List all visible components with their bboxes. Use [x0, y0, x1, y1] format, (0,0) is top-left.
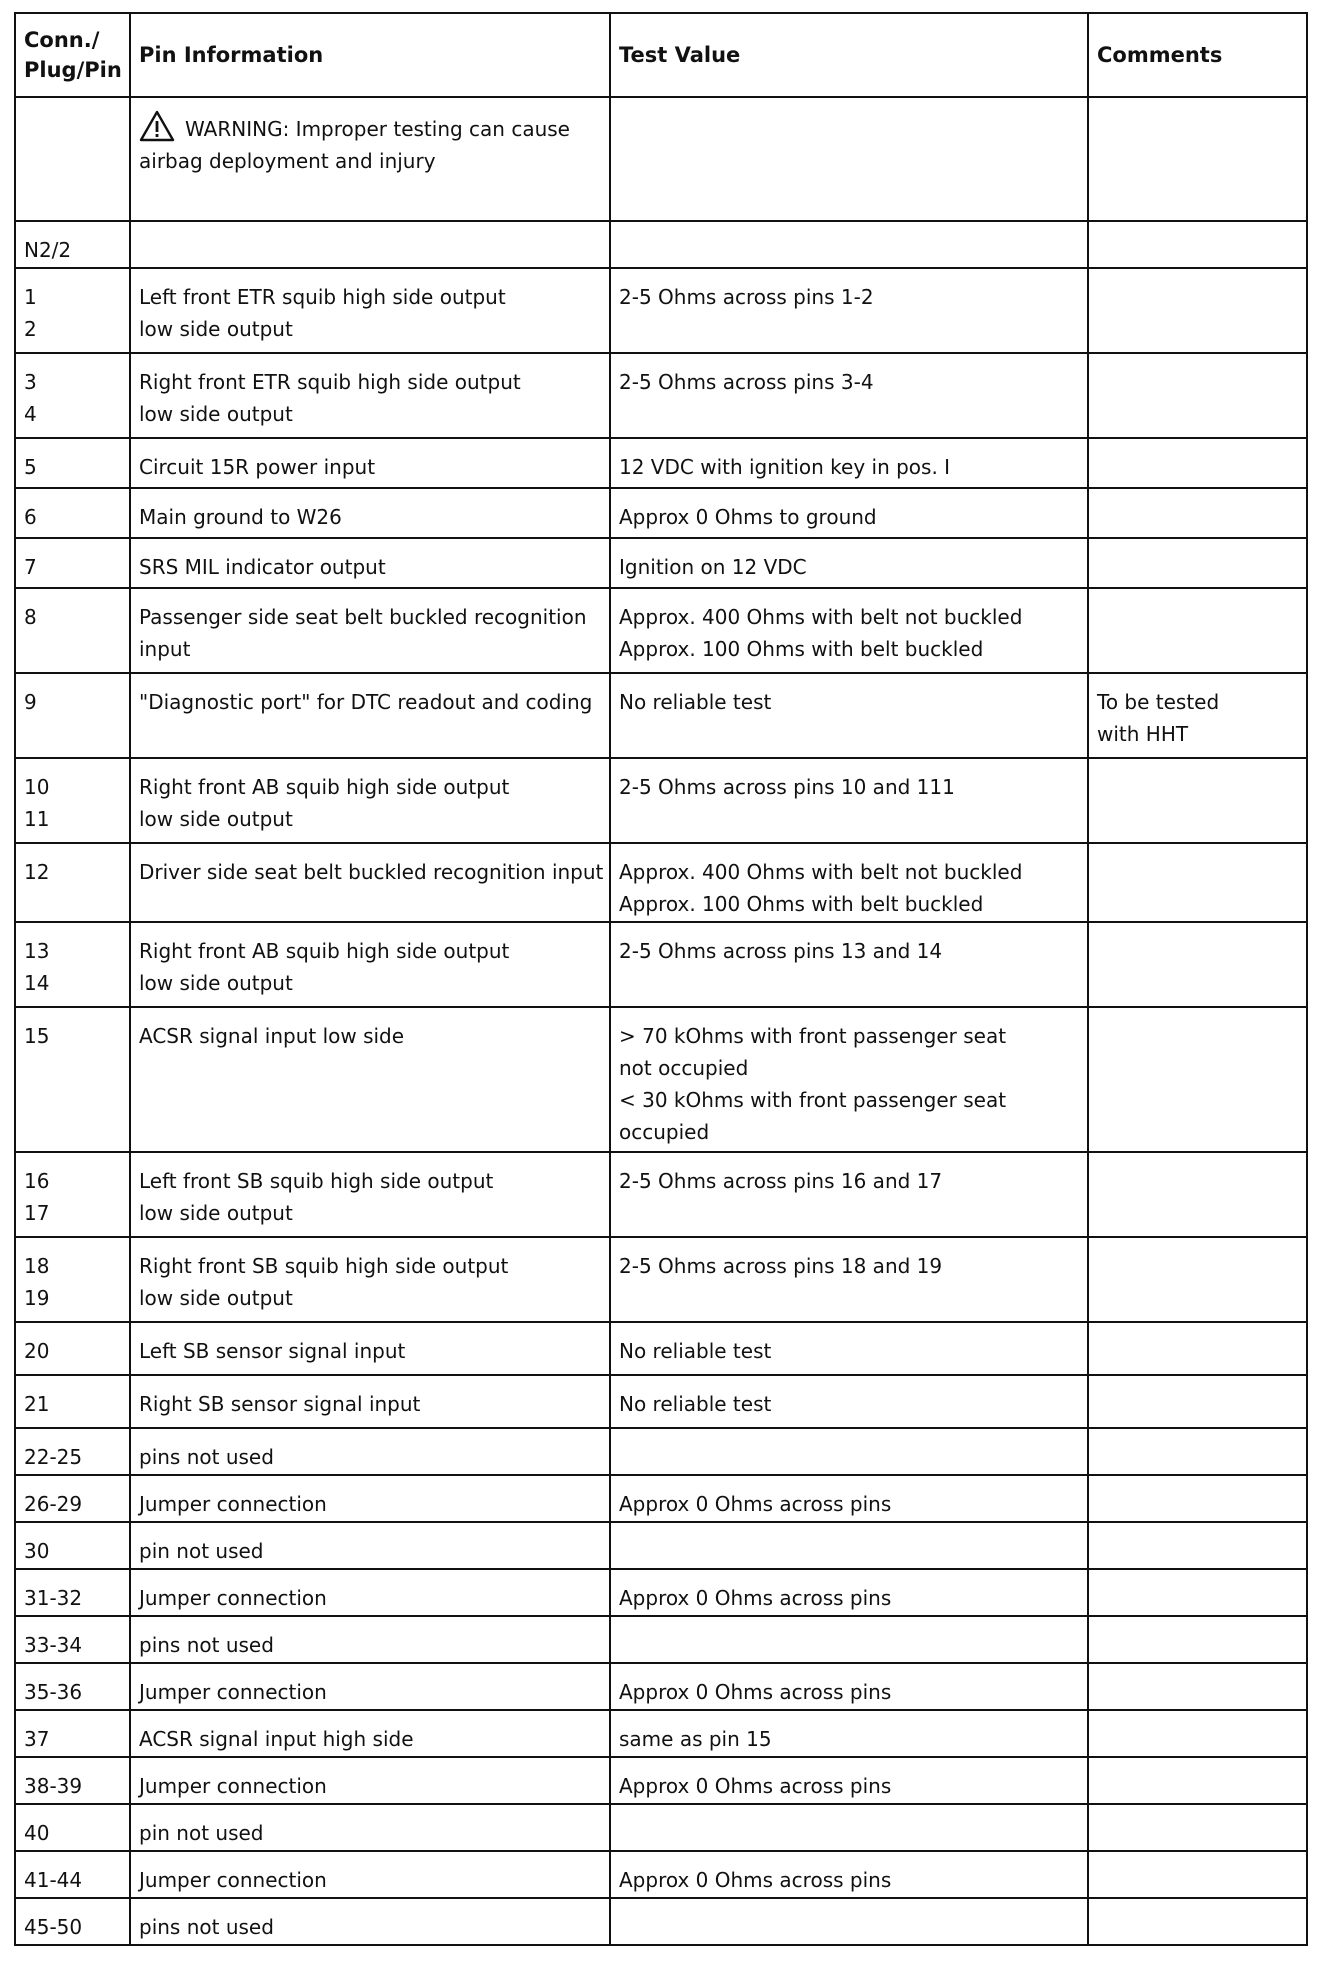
test-value-cell	[610, 1851, 1088, 1898]
header-pin-line: Plug/Pin	[24, 58, 122, 82]
pin-cell	[15, 1322, 130, 1375]
test-value-cell	[610, 353, 1088, 438]
test-value-cell	[610, 1616, 1088, 1663]
table-row	[15, 1757, 1307, 1804]
pin-cell-line: 13	[24, 939, 50, 963]
pin-info-cell	[130, 488, 610, 538]
table-row	[15, 1851, 1307, 1898]
warning-test-cell	[610, 97, 1088, 221]
comments-cell	[1088, 1322, 1307, 1375]
test-value-cell	[610, 1569, 1088, 1616]
test-value-cell	[610, 1152, 1088, 1237]
test-value-cell	[610, 843, 1088, 922]
header-comments: Comments	[1088, 13, 1307, 97]
pin-cell-line: 31-32	[24, 1586, 83, 1610]
pin-cell	[15, 1237, 130, 1322]
test-value-cell-line: No reliable test	[619, 1339, 772, 1363]
pin-cell-line: 7	[24, 555, 37, 579]
pin-info-cell-line: ACSR signal input high side	[139, 1727, 414, 1751]
test-value-cell	[610, 1007, 1088, 1152]
test-value-cell-line: not occupied	[619, 1056, 749, 1080]
pin-info-cell-line: low side output	[139, 402, 293, 426]
pin-info-cell	[130, 1804, 610, 1851]
comments-cell	[1088, 538, 1307, 588]
comments-cell	[1088, 1710, 1307, 1757]
pin-cell-line: 41-44	[24, 1868, 83, 1892]
table-row	[15, 1663, 1307, 1710]
table-row	[15, 1616, 1307, 1663]
pin-cell-line: 3	[24, 370, 37, 394]
comments-cell	[1088, 438, 1307, 488]
warning-text-line2: airbag deployment and injury	[139, 149, 436, 173]
pin-cell	[15, 1710, 130, 1757]
pin-cell	[15, 221, 130, 268]
pin-info-cell	[130, 1322, 610, 1375]
pin-cell	[15, 1152, 130, 1237]
pin-info-cell	[130, 1851, 610, 1898]
pin-info-cell	[130, 1237, 610, 1322]
pin-info-cell-line: Jumper connection	[139, 1868, 327, 1892]
test-value-cell-line: occupied	[619, 1120, 710, 1144]
pin-info-cell	[130, 1898, 610, 1945]
pin-cell-line: 8	[24, 605, 37, 629]
table-row	[15, 488, 1307, 538]
test-value-cell	[610, 1663, 1088, 1710]
pin-info-cell	[130, 268, 610, 353]
pin-cell-line: 6	[24, 505, 37, 529]
pin-cell	[15, 1475, 130, 1522]
comments-cell	[1088, 1804, 1307, 1851]
pin-info-cell-line: Right front ETR squib high side output	[139, 370, 521, 394]
pin-info-cell	[130, 1428, 610, 1475]
pin-cell-line: 12	[24, 860, 50, 884]
comments-cell	[1088, 843, 1307, 922]
test-value-cell-line: Approx 0 Ohms to ground	[619, 505, 877, 529]
warning-row	[15, 97, 1307, 221]
table-row	[15, 268, 1307, 353]
pin-info-cell	[130, 588, 610, 673]
test-value-cell-line: 2-5 Ohms across pins 16 and 17	[619, 1169, 943, 1193]
pin-cell-line: 2	[24, 317, 37, 341]
table-row	[15, 221, 1307, 268]
pin-cell	[15, 268, 130, 353]
pin-info-cell-line: pin not used	[139, 1821, 264, 1845]
test-value-cell-line: 2-5 Ohms across pins 13 and 14	[619, 939, 943, 963]
pin-info-cell-line: Jumper connection	[139, 1492, 327, 1516]
pin-cell	[15, 1851, 130, 1898]
test-value-cell	[610, 673, 1088, 758]
pin-info-cell	[130, 673, 610, 758]
pin-info-cell-line: low side output	[139, 1286, 293, 1310]
table-row	[15, 758, 1307, 843]
pin-info-cell-line: Right front AB squib high side output	[139, 939, 510, 963]
comments-cell	[1088, 922, 1307, 1007]
pin-cell-line: 33-34	[24, 1633, 83, 1657]
pin-cell-line: 45-50	[24, 1915, 83, 1939]
table-row	[15, 1152, 1307, 1237]
pin-cell	[15, 1375, 130, 1428]
pin-cell	[15, 1804, 130, 1851]
test-value-cell	[610, 1237, 1088, 1322]
comments-cell	[1088, 1663, 1307, 1710]
header-row	[15, 13, 1307, 97]
test-value-cell-line: Approx. 400 Ohms with belt not buckled	[619, 605, 1023, 629]
pin-cell-line: N2/2	[24, 238, 72, 262]
pin-info-cell-line: Right SB sensor signal input	[139, 1392, 421, 1416]
comments-cell	[1088, 1616, 1307, 1663]
pin-cell-line: 14	[24, 971, 50, 995]
warning-pin-cell	[15, 97, 130, 221]
pin-cell	[15, 1569, 130, 1616]
pin-cell	[15, 843, 130, 922]
pin-info-cell-line: Left front ETR squib high side output	[139, 285, 506, 309]
comments-cell	[1088, 1569, 1307, 1616]
comments-cell	[1088, 488, 1307, 538]
warning-comments-cell	[1088, 97, 1307, 221]
warning-cell	[130, 97, 610, 221]
header-test-value: Test Value	[610, 13, 1088, 97]
pin-info-cell	[130, 1616, 610, 1663]
table-row	[15, 588, 1307, 673]
pin-cell	[15, 438, 130, 488]
test-value-cell	[610, 1522, 1088, 1569]
pin-info-cell-line: SRS MIL indicator output	[139, 555, 386, 579]
pin-info-cell	[130, 922, 610, 1007]
pin-info-cell-line: Circuit 15R power input	[139, 455, 376, 479]
pin-info-cell	[130, 221, 610, 268]
test-value-cell-line: Approx. 400 Ohms with belt not buckled	[619, 860, 1023, 884]
test-value-cell	[610, 758, 1088, 843]
pin-cell-line: 21	[24, 1392, 50, 1416]
pin-info-cell	[130, 1569, 610, 1616]
pin-info-cell	[130, 1152, 610, 1237]
pin-cell-line: 40	[24, 1821, 50, 1845]
pin-cell	[15, 588, 130, 673]
pin-cell-line: 15	[24, 1024, 50, 1048]
comments-cell	[1088, 1475, 1307, 1522]
test-value-cell-line: same as pin 15	[619, 1727, 772, 1751]
test-value-cell-line: 2-5 Ohms across pins 10 and 111	[619, 775, 955, 799]
pin-cell-line: 16	[24, 1169, 50, 1193]
pin-info-cell	[130, 1522, 610, 1569]
pin-cell	[15, 758, 130, 843]
pin-info-cell	[130, 1475, 610, 1522]
test-value-cell	[610, 268, 1088, 353]
test-value-cell	[610, 1322, 1088, 1375]
pin-cell-line: 20	[24, 1339, 50, 1363]
pin-info-cell-line: input	[139, 637, 191, 661]
table-row	[15, 1569, 1307, 1616]
test-value-cell-line: < 30 kOhms with front passenger seat	[619, 1088, 1007, 1112]
pin-info-cell	[130, 758, 610, 843]
pin-info-cell-line: Jumper connection	[139, 1586, 327, 1610]
pin-info-cell-line: pins not used	[139, 1633, 274, 1657]
comments-cell	[1088, 1237, 1307, 1322]
test-value-cell-line: 2-5 Ohms across pins 3-4	[619, 370, 874, 394]
pin-info-cell-line: low side output	[139, 971, 293, 995]
pin-info-cell-line: Passenger side seat belt buckled recognition	[139, 605, 587, 629]
pin-info-cell-line: pin not used	[139, 1539, 264, 1563]
table-row	[15, 1710, 1307, 1757]
test-value-cell	[610, 221, 1088, 268]
pin-info-cell-line: low side output	[139, 807, 293, 831]
test-value-cell-line: 2-5 Ohms across pins 18 and 19	[619, 1254, 943, 1278]
pin-cell-line: 11	[24, 807, 50, 831]
test-value-cell	[610, 1804, 1088, 1851]
pin-cell-line: 1	[24, 285, 37, 309]
pin-info-cell	[130, 1710, 610, 1757]
pin-cell	[15, 538, 130, 588]
pin-info-cell	[130, 1663, 610, 1710]
pin-cell-line: 38-39	[24, 1774, 83, 1798]
comments-cell	[1088, 1375, 1307, 1428]
pin-info-cell-line: ACSR signal input low side	[139, 1024, 405, 1048]
warning-text-line1: WARNING: Improper testing can cause	[185, 117, 570, 141]
comments-cell	[1088, 673, 1307, 758]
pin-cell-line: 5	[24, 455, 37, 479]
test-value-cell-line: No reliable test	[619, 1392, 772, 1416]
comments-cell-line: To be tested	[1097, 690, 1220, 714]
table-row	[15, 843, 1307, 922]
pin-cell-line: 10	[24, 775, 50, 799]
test-value-cell-line: No reliable test	[619, 690, 772, 714]
test-value-cell-line: 2-5 Ohms across pins 1-2	[619, 285, 874, 309]
pin-info-cell-line: low side output	[139, 317, 293, 341]
test-value-cell	[610, 1898, 1088, 1945]
comments-cell	[1088, 1898, 1307, 1945]
pin-cell	[15, 922, 130, 1007]
table-row	[15, 1322, 1307, 1375]
comments-cell	[1088, 268, 1307, 353]
pin-info-cell	[130, 1375, 610, 1428]
table-row	[15, 538, 1307, 588]
test-value-cell-line: Approx. 100 Ohms with belt buckled	[619, 637, 984, 661]
table-row	[15, 1804, 1307, 1851]
test-value-cell-line: Approx 0 Ohms across pins	[619, 1492, 892, 1516]
pin-info-cell	[130, 538, 610, 588]
pin-info-cell-line: Left SB sensor signal input	[139, 1339, 406, 1363]
header-pin-line: Conn./	[24, 28, 100, 52]
pin-info-cell	[130, 1007, 610, 1152]
pin-cell	[15, 1428, 130, 1475]
table-row	[15, 1428, 1307, 1475]
pin-cell-line: 37	[24, 1727, 50, 1751]
header-pin	[15, 13, 130, 97]
pin-info-cell-line: "Diagnostic port" for DTC readout and coding	[139, 690, 593, 714]
table-row	[15, 353, 1307, 438]
pin-cell-line: 19	[24, 1286, 50, 1310]
comments-cell	[1088, 1007, 1307, 1152]
pin-cell-line: 35-36	[24, 1680, 83, 1704]
test-value-cell	[610, 438, 1088, 488]
test-value-cell-line: Ignition on 12 VDC	[619, 555, 807, 579]
test-value-cell-line: > 70 kOhms with front passenger seat	[619, 1024, 1007, 1048]
pin-info-cell-line: Jumper connection	[139, 1680, 327, 1704]
pin-info-cell-line: low side output	[139, 1201, 293, 1225]
pin-info-cell-line: pins not used	[139, 1445, 274, 1469]
pin-cell-line: 17	[24, 1201, 50, 1225]
comments-cell	[1088, 1522, 1307, 1569]
test-value-cell	[610, 922, 1088, 1007]
pin-cell-line: 22-25	[24, 1445, 83, 1469]
pin-cell	[15, 1663, 130, 1710]
pin-cell	[15, 1616, 130, 1663]
pin-info-cell-line: pins not used	[139, 1915, 274, 1939]
test-value-cell	[610, 588, 1088, 673]
test-value-cell	[610, 1757, 1088, 1804]
table-row	[15, 1375, 1307, 1428]
test-value-cell-line: Approx 0 Ohms across pins	[619, 1680, 892, 1704]
pin-cell	[15, 1007, 130, 1152]
test-value-cell-line: Approx 0 Ohms across pins	[619, 1868, 892, 1892]
pin-cell-line: 30	[24, 1539, 50, 1563]
test-value-cell-line: Approx 0 Ohms across pins	[619, 1774, 892, 1798]
test-value-cell	[610, 488, 1088, 538]
pin-cell	[15, 353, 130, 438]
test-value-cell	[610, 1475, 1088, 1522]
table-row	[15, 1007, 1307, 1152]
pin-info-cell-line: Main ground to W26	[139, 505, 342, 529]
pin-info-cell	[130, 353, 610, 438]
table-row	[15, 1522, 1307, 1569]
table-row	[15, 922, 1307, 1007]
pin-table	[14, 12, 1308, 1946]
pin-cell	[15, 488, 130, 538]
pin-info-cell-line: Right front AB squib high side output	[139, 775, 510, 799]
pin-cell	[15, 1898, 130, 1945]
test-value-cell-line: 12 VDC with ignition key in pos. I	[619, 455, 951, 479]
pin-cell-line: 18	[24, 1254, 50, 1278]
pin-cell-line: 26-29	[24, 1492, 83, 1516]
comments-cell	[1088, 1152, 1307, 1237]
comments-cell	[1088, 221, 1307, 268]
pin-info-cell-line: Left front SB squib high side output	[139, 1169, 494, 1193]
table-row	[15, 1898, 1307, 1945]
test-value-cell-line: Approx 0 Ohms across pins	[619, 1586, 892, 1610]
pin-cell	[15, 1757, 130, 1804]
test-value-cell	[610, 1710, 1088, 1757]
pin-info-cell	[130, 843, 610, 922]
table-row	[15, 1475, 1307, 1522]
pin-cell	[15, 1522, 130, 1569]
comments-cell	[1088, 353, 1307, 438]
pin-cell	[15, 673, 130, 758]
test-value-cell-line: Approx. 100 Ohms with belt buckled	[619, 892, 984, 916]
comments-cell	[1088, 1851, 1307, 1898]
test-value-cell	[610, 1375, 1088, 1428]
table-row	[15, 438, 1307, 488]
warning-triangle-icon	[139, 110, 175, 142]
comments-cell	[1088, 758, 1307, 843]
table-row	[15, 1237, 1307, 1322]
pin-info-cell-line: Jumper connection	[139, 1774, 327, 1798]
pin-info-cell	[130, 1757, 610, 1804]
comments-cell	[1088, 1757, 1307, 1804]
table-row	[15, 673, 1307, 758]
comments-cell-line: with HHT	[1097, 722, 1189, 746]
pin-cell-line: 4	[24, 402, 37, 426]
pin-info-cell	[130, 438, 610, 488]
test-value-cell	[610, 1428, 1088, 1475]
comments-cell	[1088, 588, 1307, 673]
pin-cell-line: 9	[24, 690, 37, 714]
pin-info-cell-line: Right front SB squib high side output	[139, 1254, 509, 1278]
header-pin-information: Pin Information	[130, 13, 610, 97]
test-value-cell	[610, 538, 1088, 588]
comments-cell	[1088, 1428, 1307, 1475]
pin-info-cell-line: Driver side seat belt buckled recognition input	[139, 860, 604, 884]
